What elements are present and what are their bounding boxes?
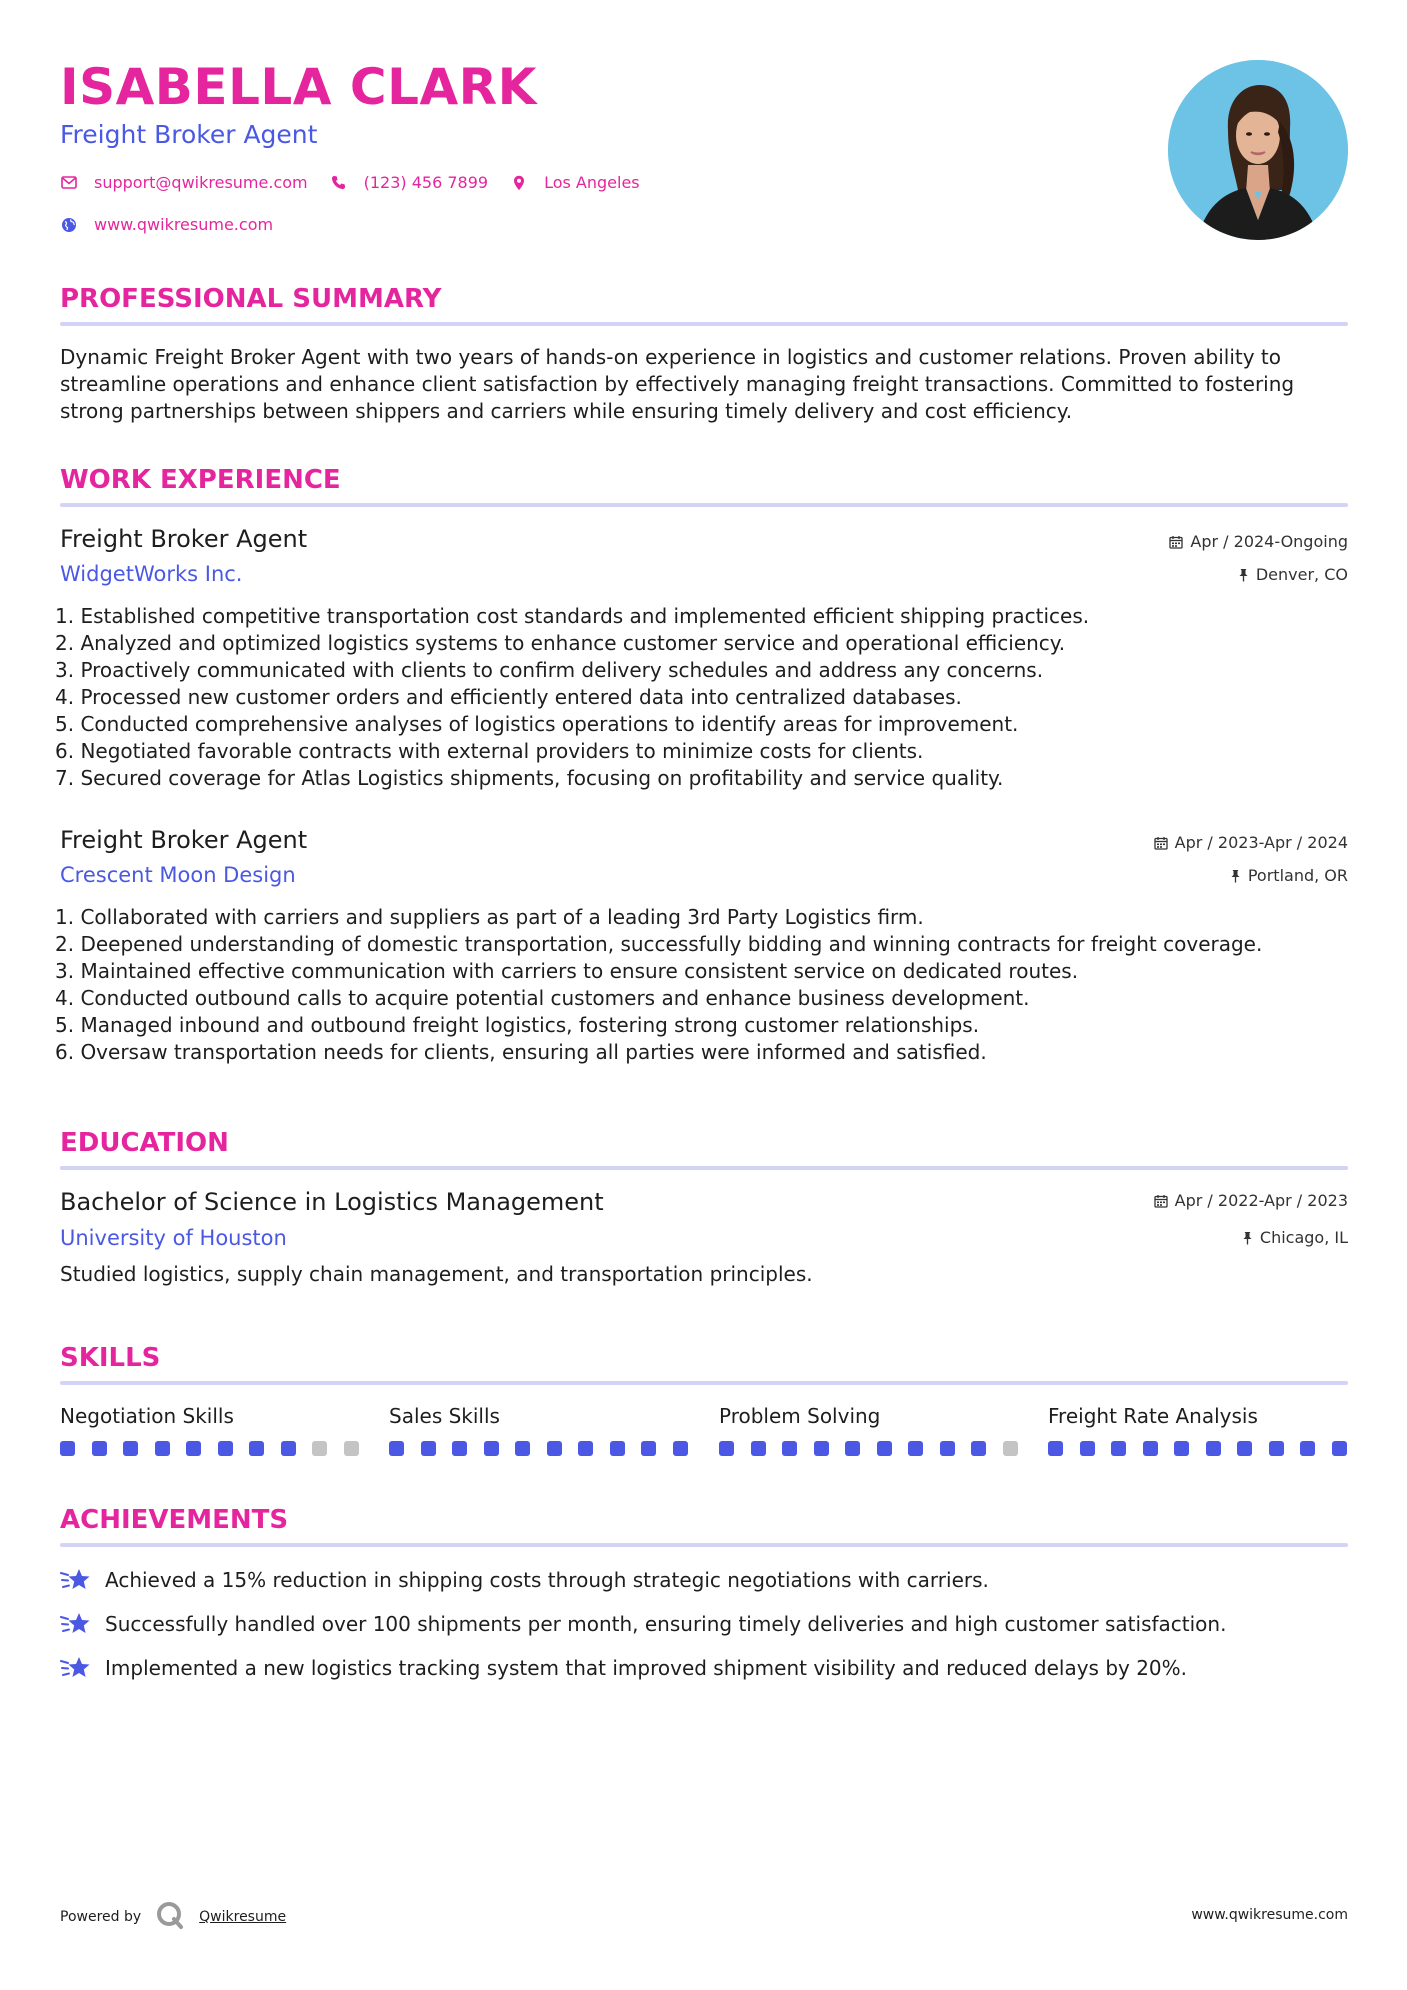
candidate-name: ISABELLA CLARK [60, 58, 537, 116]
skill-name: Negotiation Skills [60, 1404, 234, 1428]
rating-dot-filled [940, 1441, 955, 1456]
achievement-item [60, 1654, 1187, 1682]
rating-dot-filled [1143, 1441, 1158, 1456]
skill-item [719, 1406, 1019, 1426]
phone-text: (123) 456 7899 [363, 173, 489, 192]
skill-rating [719, 1441, 1034, 1456]
calendar-icon [1154, 1194, 1168, 1208]
rating-dot-filled [751, 1441, 766, 1456]
rating-dot-filled [877, 1441, 892, 1456]
list-item: 2. Analyzed and optimized logistics systems to enhance customer service and operational efficiency. [55, 631, 1066, 655]
rating-dot-filled [1048, 1441, 1063, 1456]
rating-dot-filled [281, 1441, 296, 1456]
rating-dot-filled [719, 1441, 734, 1456]
education-dates-text: Apr / 2022-Apr / 2023 [1174, 1191, 1348, 1210]
achievement-text: Implemented a new logistics tracking system that improved shipment visibility and reduced delays by 20%. [105, 1656, 1188, 1680]
rating-dot-filled [155, 1441, 170, 1456]
globe-icon [60, 216, 78, 234]
company-name: WidgetWorks Inc. [60, 562, 243, 586]
job-dates-text: Apr / 2024-Ongoing [1190, 532, 1348, 551]
section-divider [60, 322, 1348, 326]
list-item: 3. Maintained effective communication with carriers to ensure consistent service on dedicated routes. [55, 959, 1079, 983]
contact-website[interactable] [60, 215, 273, 234]
achievement-text: Successfully handled over 100 shipments per month, ensuring timely deliveries and high customer satisfaction. [105, 1612, 1227, 1636]
rating-dot-filled [1269, 1441, 1284, 1456]
skill-name: Problem Solving [719, 1404, 881, 1428]
pushpin-icon [1242, 1231, 1253, 1245]
rating-dot-filled [1174, 1441, 1189, 1456]
rating-dot-filled [484, 1441, 499, 1456]
job-location [1230, 868, 1348, 884]
brand-link[interactable]: Qwikresume [199, 1909, 287, 1925]
footer-powered-by [60, 1900, 286, 1934]
summary-text: Dynamic Freight Broker Agent with two years of hands-on experience in logistics and customer relations. Proven ability to streamline operations and enhance client satisfaction by effectively managing freight transactions. Committed to fostering strong partnerships between shippers and carriers while ensuring timely delivery and cost efficiency. [60, 345, 1295, 423]
job-dates [1154, 835, 1348, 851]
list-item: 1. Collaborated with carriers and suppliers as part of a leading 3rd Party Logistics firm. [55, 905, 924, 929]
skill-rating [1048, 1441, 1363, 1456]
job-title: Freight Broker Agent [60, 525, 308, 553]
qwikresume-logo-icon [155, 1900, 185, 1934]
job-dates-text: Apr / 2023-Apr / 2024 [1174, 833, 1348, 852]
contact-row [60, 173, 662, 192]
rating-dot-filled [123, 1441, 138, 1456]
education-description: Studied logistics, supply chain management, and transportation principles. [60, 1262, 813, 1286]
rating-dot-filled [782, 1441, 797, 1456]
achievement-item [60, 1610, 1226, 1638]
website-text: www.qwikresume.com [94, 215, 274, 234]
list-item: 5. Conducted comprehensive analyses of logistics operations to identify areas for improvement. [55, 712, 1019, 736]
location-text: Los Angeles [544, 173, 640, 192]
job-dates [1169, 534, 1348, 550]
job-bullets [55, 904, 1355, 1066]
shooting-star-icon [60, 1610, 92, 1638]
rating-dot-filled [578, 1441, 593, 1456]
rating-dot-filled [610, 1441, 625, 1456]
footer-website[interactable]: www.qwikresume.com [1191, 1907, 1348, 1923]
calendar-icon [1169, 535, 1183, 549]
rating-dot-filled [1111, 1441, 1126, 1456]
job-bullets [55, 603, 1355, 792]
rating-dot-empty [312, 1441, 327, 1456]
list-item: 6. Negotiated favorable contracts with external providers to minimize costs for clients. [55, 739, 924, 763]
rating-dot-filled [515, 1441, 530, 1456]
rating-dot-filled [1206, 1441, 1221, 1456]
list-item: 6. Oversaw transportation needs for clients, ensuring all parties were informed and satisfied. [55, 1040, 987, 1064]
summary-heading: PROFESSIONAL SUMMARY [60, 284, 442, 314]
contact-location [510, 173, 640, 192]
education-dates [1154, 1193, 1348, 1209]
phone-icon [330, 174, 348, 192]
skill-item [60, 1406, 360, 1426]
rating-dot-filled [1237, 1441, 1252, 1456]
section-divider [60, 1543, 1348, 1547]
rating-dot-filled [641, 1441, 656, 1456]
list-item: 1. Established competitive transportation cost standards and implemented efficient shipping practices. [55, 604, 1090, 628]
rating-dot-empty [1003, 1441, 1018, 1456]
map-pin-icon [510, 174, 528, 192]
contact-row-website [60, 215, 295, 234]
achievements-heading: ACHIEVEMENTS [60, 1505, 289, 1535]
calendar-icon [1154, 836, 1168, 850]
education-location-text: Chicago, IL [1259, 1228, 1348, 1247]
list-item: 7. Secured coverage for Atlas Logistics shipments, focusing on profitability and service quality. [55, 766, 1004, 790]
rating-dot-filled [186, 1441, 201, 1456]
rating-dot-filled [814, 1441, 829, 1456]
rating-dot-empty [344, 1441, 359, 1456]
skill-item [389, 1406, 689, 1426]
experience-heading: WORK EXPERIENCE [60, 465, 341, 495]
job-location [1238, 567, 1348, 583]
shooting-star-icon [60, 1654, 92, 1682]
section-divider [60, 503, 1348, 507]
rating-dot-filled [971, 1441, 986, 1456]
list-item: 4. Processed new customer orders and efficiently entered data into centralized databases. [55, 685, 962, 709]
rating-dot-filled [60, 1441, 75, 1456]
skill-name: Sales Skills [389, 1404, 500, 1428]
shooting-star-icon [60, 1566, 92, 1594]
job-location-text: Portland, OR [1247, 866, 1348, 885]
rating-dot-filled [92, 1441, 107, 1456]
degree-title: Bachelor of Science in Logistics Management [60, 1188, 604, 1216]
achievement-item [60, 1566, 989, 1594]
email-text: support@qwikresume.com [94, 173, 308, 192]
rating-dot-filled [673, 1441, 688, 1456]
rating-dot-filled [908, 1441, 923, 1456]
skills-heading: SKILLS [60, 1343, 161, 1373]
job-location-text: Denver, CO [1255, 565, 1348, 584]
rating-dot-filled [452, 1441, 467, 1456]
skill-name: Freight Rate Analysis [1048, 1404, 1258, 1428]
rating-dot-filled [1332, 1441, 1347, 1456]
rating-dot-filled [1080, 1441, 1095, 1456]
company-name: Crescent Moon Design [60, 863, 296, 887]
section-divider [60, 1381, 1348, 1385]
contact-email[interactable] [60, 173, 308, 192]
education-heading: EDUCATION [60, 1128, 229, 1158]
job-title: Freight Broker Agent [60, 826, 308, 854]
rating-dot-filled [389, 1441, 404, 1456]
education-location [1242, 1230, 1348, 1246]
achievement-text: Achieved a 15% reduction in shipping costs through strategic negotiations with carriers. [105, 1568, 989, 1592]
skill-item [1048, 1406, 1348, 1426]
contact-phone[interactable] [330, 173, 488, 192]
list-item: 4. Conducted outbound calls to acquire potential customers and enhance business development. [55, 986, 1030, 1010]
list-item: 2. Deepened understanding of domestic transportation, successfully bidding and winning contracts for freight coverage. [55, 932, 1263, 956]
rating-dot-filled [421, 1441, 436, 1456]
powered-by-text: Powered by [60, 1909, 142, 1925]
pushpin-icon [1238, 568, 1249, 582]
profile-photo [1168, 60, 1348, 240]
candidate-title: Freight Broker Agent [60, 120, 318, 149]
envelope-icon [60, 174, 78, 192]
school-name: University of Houston [60, 1226, 287, 1250]
rating-dot-filled [547, 1441, 562, 1456]
list-item: 3. Proactively communicated with clients to confirm delivery schedules and address any concerns. [55, 658, 1044, 682]
rating-dot-filled [249, 1441, 264, 1456]
skill-rating [60, 1441, 375, 1456]
rating-dot-filled [845, 1441, 860, 1456]
pushpin-icon [1230, 869, 1241, 883]
list-item: 5. Managed inbound and outbound freight logistics, fostering strong customer relationships. [55, 1013, 980, 1037]
skill-rating [389, 1441, 704, 1456]
rating-dot-filled [1300, 1441, 1315, 1456]
section-divider [60, 1166, 1348, 1170]
rating-dot-filled [218, 1441, 233, 1456]
